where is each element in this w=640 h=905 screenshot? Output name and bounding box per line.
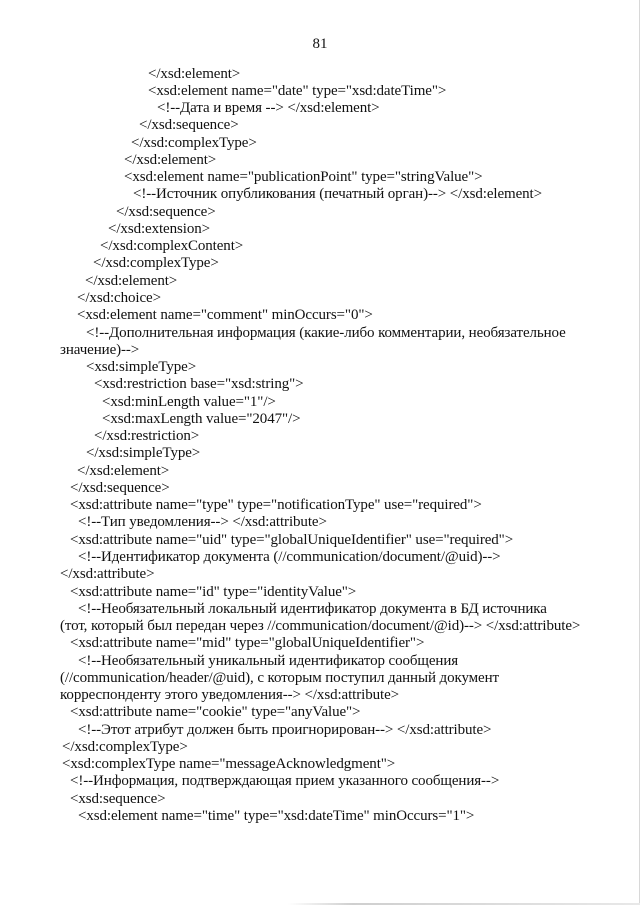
code-line: <!--Источник опубликования (печатный орган)--> </xsd:element>	[133, 186, 542, 202]
code-line: <xsd:attribute name="mid" type="globalUniqueIdentifier">	[70, 635, 425, 651]
code-line: <!--Этот атрибут должен быть проигнорирован--> </xsd:attribute>	[78, 722, 492, 738]
code-line: </xsd:element>	[148, 66, 241, 82]
code-line: <!--Дополнительная информация (какие-либо комментарии, необязательное	[86, 325, 566, 341]
code-line: </xsd:element>	[77, 463, 170, 479]
code-line: </xsd:extension>	[108, 221, 210, 237]
code-line: (тот, который был передан через //communication/document/@id)--> </xsd:attribute>	[60, 618, 581, 634]
code-line: значение)-->	[60, 342, 140, 358]
code-line: <xsd:element name="time" type="xsd:dateTime" minOccurs="1">	[78, 808, 475, 824]
code-line: корреспонденту этого уведомления--> </xsd:attribute>	[60, 687, 399, 703]
code-line: </xsd:complexType>	[62, 739, 188, 755]
code-line: </xsd:simpleType>	[86, 445, 201, 461]
code-line: <xsd:attribute name="id" type="identityValue">	[70, 584, 357, 600]
code-line: <xsd:element name="publicationPoint" type="stringValue">	[124, 169, 483, 185]
code-line: <!--Тип уведомления--> </xsd:attribute>	[78, 514, 327, 530]
code-line: <xsd:restriction base="xsd:string">	[94, 376, 304, 392]
code-line: </xsd:complexContent>	[100, 238, 244, 254]
code-line: <xsd:minLength value="1"/>	[102, 394, 276, 410]
code-line: <!--Идентификатор документа (//communication/document/@uid)-->	[78, 549, 501, 565]
code-line: <xsd:complexType name="messageAcknowledgment">	[62, 756, 396, 772]
code-line: </xsd:sequence>	[116, 204, 216, 220]
code-line: <xsd:element name="comment" minOccurs="0">	[77, 307, 373, 323]
code-line: <!--Дата и время --> </xsd:element>	[157, 100, 380, 116]
code-line: <xsd:attribute name="cookie" type="anyValue">	[70, 704, 361, 720]
code-line: </xsd:attribute>	[60, 566, 155, 582]
code-line: <xsd:sequence>	[70, 791, 166, 807]
code-line: </xsd:element>	[85, 273, 178, 289]
code-line: <xsd:attribute name="uid" type="globalUniqueIdentifier" use="required">	[70, 532, 514, 548]
code-line: </xsd:element>	[124, 152, 217, 168]
code-line: </xsd:restriction>	[94, 428, 200, 444]
code-line: </xsd:sequence>	[139, 117, 239, 133]
page-number: 81	[312, 36, 328, 52]
code-line: <xsd:simpleType>	[86, 359, 197, 375]
code-line: <xsd:maxLength value="2047"/>	[102, 411, 301, 427]
code-line: </xsd:complexType>	[93, 255, 219, 271]
code-line: </xsd:complexType>	[131, 135, 257, 151]
code-line: </xsd:sequence>	[70, 480, 170, 496]
code-line: <!--Необязательный уникальный идентификатор сообщения	[78, 653, 459, 669]
code-line: <xsd:attribute name="type" type="notificationType" use="required">	[70, 497, 482, 513]
code-line: <!--Необязательный локальный идентификатор документа в БД источника	[78, 601, 547, 617]
code-line: <!--Информация, подтверждающая прием указанного сообщения-->	[70, 773, 500, 789]
code-line: (//communication/header/@uid), с которым поступил данный документ	[60, 670, 499, 686]
code-line: <xsd:element name="date" type="xsd:dateTime">	[148, 83, 447, 99]
code-line: </xsd:choice>	[77, 290, 161, 306]
